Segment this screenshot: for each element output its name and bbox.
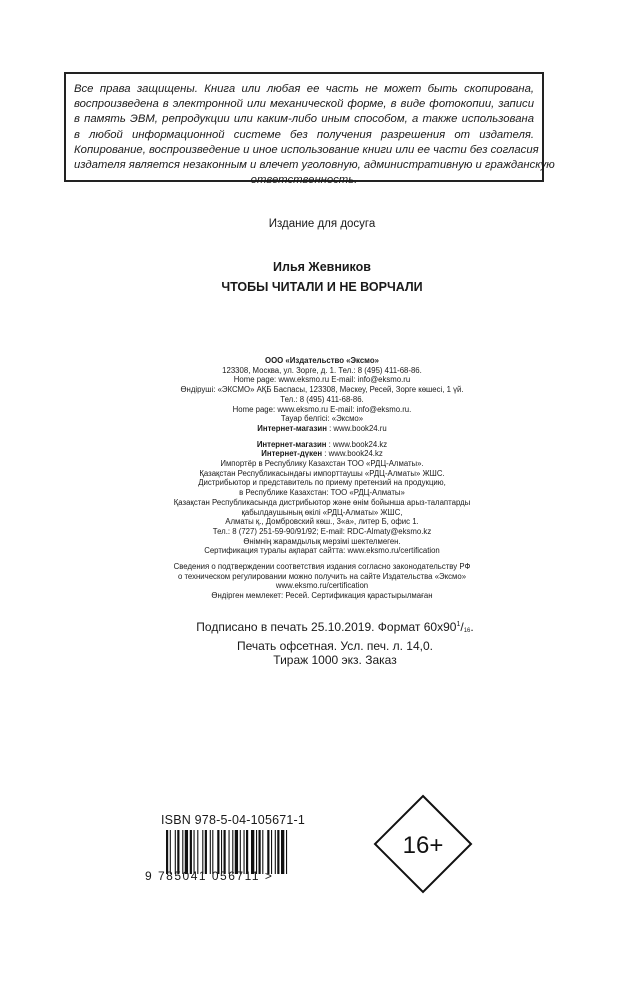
shelf-life: Өнімнің жарамдылық мерзімі шектелмеген. <box>243 536 401 546</box>
publisher-imprint <box>100 356 544 601</box>
ean-digits: 9 785041 056711 > <box>145 869 274 883</box>
distributor-kz-line-2: қабылдаушының өкілі «РДЦ-Алматы» ЖШС, <box>241 507 403 517</box>
conformity-line-2: о техническом регулировании можно получить на сайте Издательства «Эксмо» <box>177 571 467 581</box>
online-shop-kz-kazakh: Интернет-дүкен : www.book24.kz <box>261 449 383 459</box>
distributor-kz-line-1: Қазақстан Республикасында дистрибьютор және өнім бойынша арыз-талаптарды <box>173 497 471 507</box>
book-title: ЧТОБЫ ЧИТАЛИ И НЕ ВОРЧАЛИ <box>221 280 423 294</box>
signed-to-print: Подписано в печать 25.10.2019. Формат $60x90^1/_{16}$. <box>196 620 474 634</box>
publisher-address: 123308, Москва, ул. Зорге, д. 1. Тел.: 8 (495) 411-68-86. <box>222 365 422 375</box>
certification-kz: Сертификация туралы ақпарат сайтта: www.eksmo.ru/certification <box>204 546 440 556</box>
almaty-contacts: Тел.: 8 (727) 251-59-90/91/92; E-mail: RDC-Almaty@eksmo.kz <box>212 526 432 536</box>
almaty-address: Алматы қ., Домбровский көш., 3«а», литер Б, офис 1. <box>225 517 419 527</box>
distributor-line-2: в Республике Казахстан: ТОО «РДЦ-Алматы» <box>239 488 405 498</box>
isbn-number: ISBN 978-5-04-105671-1 <box>161 813 306 827</box>
online-shop-kz: Интернет-магазин : www.book24.kz <box>256 439 388 449</box>
copyright-line: ответственность. <box>250 174 358 187</box>
producer-kz-phone: Тел.: 8 (495) 411-68-86. <box>280 394 364 404</box>
copyright-line: Все права защищены. Книга или любая ее часть не может быть скопирована, <box>74 83 534 95</box>
importer-kz: Қазақстан Республикасындағы импорттаушы «РДЦ-Алматы» ЖШС. <box>199 468 445 478</box>
copyright-line: Копирование, воспроизведение и иное использование книги или ее части без согласия <box>74 143 539 156</box>
barcode-image <box>166 830 318 874</box>
print-details <box>170 618 500 668</box>
series-label: Издание для досуга <box>268 218 376 230</box>
conformity-line-1: Сведения о подтверждении соответствия издания согласно законодательству РФ <box>173 562 471 572</box>
copyright-line: в любой информационной системе без получения разрешения от издателя. <box>74 128 534 141</box>
copyright-line: воспроизведена в электронной или механической форме, в виде фотокопии, записи <box>74 98 534 111</box>
age-rating-text: 16+ <box>402 832 444 859</box>
publisher-homepage: Home page: www.eksmo.ru E-mail: info@eksmo.ru <box>233 375 411 385</box>
online-shop-ru: Интернет-магазин : www.book24.ru <box>257 423 387 433</box>
format-denominator: 16 <box>463 628 471 634</box>
copyright-line: в память ЭВМ, репродукции или каким-либо иным способом, а также использована <box>74 113 534 126</box>
age-rating-badge <box>373 794 473 894</box>
publisher-name: ООО «Издательство «Эксмо» <box>265 356 379 365</box>
copyright-line: издателя является незаконным и влечет уголовную, административную и гражданскую <box>74 159 555 172</box>
country-of-origin: Өндірген мемлекет: Ресей. Сертификация қарастырылмаған <box>211 591 433 601</box>
print-run: Тираж 1000 экз. Заказ <box>273 653 397 667</box>
conformity-line-3: www.eksmo.ru/certification <box>275 581 369 591</box>
trademark: Тауар белгісі: «Эксмо» <box>280 414 364 424</box>
producer-kz: Өндіруші: «ЭКСМО» АҚБ Баспасы, 123308, Мәскеу, Ресей, Зорге көшесі, 1 үй. <box>180 385 464 395</box>
author-name: Илья Жевников <box>273 260 371 274</box>
distributor-line-1: Дистрибьютор и представитель по приему претензий на продукцию, <box>198 478 446 488</box>
producer-kz-homepage: Home page: www.eksmo.ru E-mail: info@eksmo.ru. <box>232 404 412 414</box>
copyright-notice <box>64 72 555 187</box>
print-method: Печать офсетная. Усл. печ. л. 14,0. <box>237 638 433 653</box>
importer: Импортёр в Республику Казахстан ТОО «РДЦ-Алматы». <box>220 459 424 469</box>
format-numerator: 1 <box>456 621 461 628</box>
